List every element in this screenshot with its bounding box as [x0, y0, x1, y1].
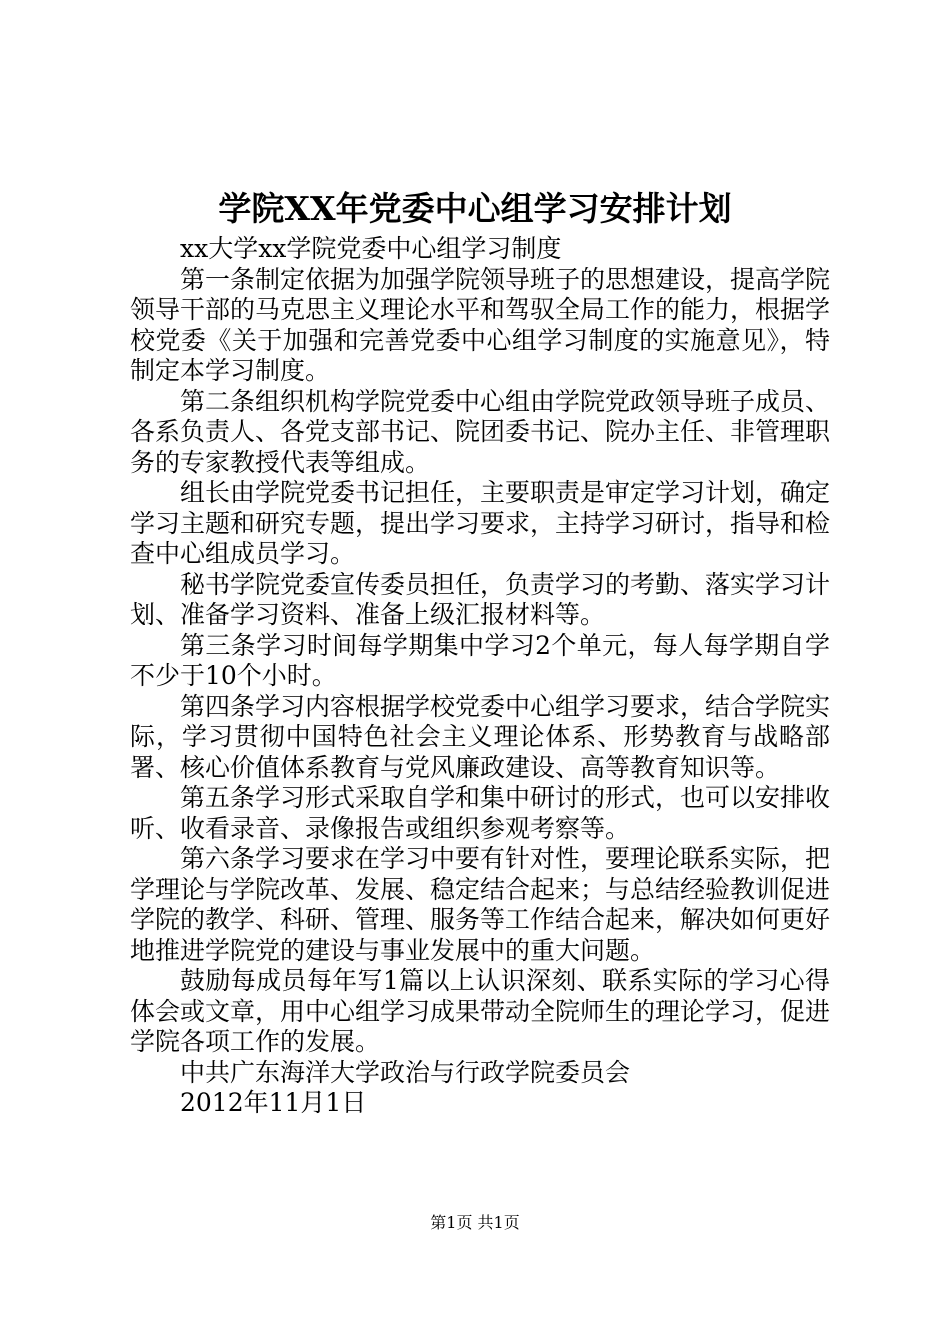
signature-date: 2012年11月1日	[180, 1088, 367, 1117]
document-title: 学院XX年党委中心组学习安排计划	[218, 189, 732, 228]
paragraph-encouragement: 鼓励每成员每年写1篇以上认识深刻、联系实际的学习心得体会或文章，用中心组学习成果带动全院师生的理论学习，促进学院各项工作的发展。	[130, 966, 831, 1056]
paragraph-article-5: 第五条学习形式采取自学和集中研讨的形式，也可以安排收听、收看录音、录像报告或组织参观考察等。	[130, 783, 831, 843]
paragraph-article-2: 第二条组织机构学院党委中心组由学院党政领导班子成员、各系负责人、各党支部书记、院团委书记、院办主任、非管理职务的专家教授代表等组成。	[130, 386, 831, 477]
paragraph-secretary: 秘书学院党委宣传委员担任，负责学习的考勤、落实学习计划、准备学习资料、准备上级汇报材料等。	[130, 569, 831, 629]
paragraph-article-3: 第三条学习时间每学期集中学习2个单元，每人每学期自学不少于10个小时。	[130, 630, 830, 690]
paragraph-article-4: 第四条学习内容根据学校党委中心组学习要求，结合学院实际，学习贯彻中国特色社会主义理论体系、形势教育与战略部署、核心价值体系教育与党风廉政建设、高等教育知识等。	[130, 691, 831, 782]
paragraph-article-6: 第六条学习要求在学习中要有针对性，要理论联系实际，把学理论与学院改革、发展、稳定结合起来；与总结经验教训促进学院的教学、科研、管理、服务等工作结合起来，解决如何更好地推进学院党的建设与事业发展中的重大问题。	[130, 844, 831, 965]
page-footer: 第1页 共1页	[430, 1213, 520, 1232]
paragraph-article-1: 第一条制定依据为加强学院领导班子的思想建设，提高学院领导干部的马克思主义理论水平和驾驭全局工作的能力，根据学校党委《关于加强和完善党委中心组学习制度的实施意见》，特制定本学习制度。	[130, 264, 831, 385]
signature-organization: 中共广东海洋大学政治与行政学院委员会	[180, 1057, 631, 1087]
paragraph-subtitle: xx大学xx学院党委中心组学习制度	[180, 234, 562, 263]
paragraph-group-leader: 组长由学院党委书记担任，主要职责是审定学习计划，确定学习主题和研究专题，提出学习要求，主持学习研讨，指导和检查中心组成员学习。	[130, 478, 831, 568]
document-body	[130, 234, 830, 1119]
